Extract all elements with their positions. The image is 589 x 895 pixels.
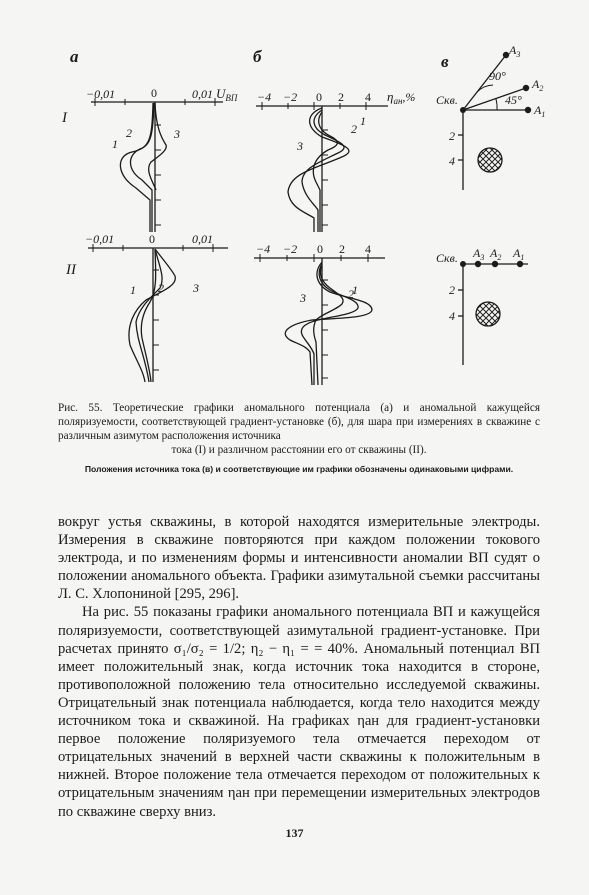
a-bottom-curve-2: 2 xyxy=(158,281,164,295)
a-top-curve-3: 3 xyxy=(174,127,180,141)
caption-main: Теоретические графики аномального потенциала (а) и аномальной кажущейся поляризуемости, соответствующей градиент-установке (б), для шара при измерениях в скважине с различным азимутом расположения источника xyxy=(58,402,540,442)
figure-55 xyxy=(0,0,589,395)
well-dot-bottom xyxy=(460,261,466,267)
a-top-curve-2: 2 xyxy=(126,126,132,140)
paragraph: На рис. 55 показаны графики аномального потенциала ВП и кажущейся поляризуемости, соответствующей азимутальной градиент-установке. При расчетах принято σ₁/σ₂ = 1/2; η₂ − η₁ = = 40%. Аномальный потенциал ВП имеет положительный знак, когда источник тока находится в стороне, противоположной положению тела относительно исследуемой скважины. Отрицательный знак потенциала наблюдается, когда тело находится между источником тока и скважиной. На графиках ηан для градиент-установки первое положение поляризуемого тела отмечается переходом от отрицательных значений в верхней части скважины к положительным в нижней. Второе положение тела отмечается переходом от положительных к отрицательным значениям ηан при перемещении измерительных электродов по скважине сверху вниз. xyxy=(58,604,540,820)
b-top-unit: $\eta_{ан},\%$ xyxy=(387,89,416,106)
b-top-m2: −2 xyxy=(283,90,298,104)
page-number: 137 xyxy=(285,826,304,840)
c-bottom-well: Скв. xyxy=(436,251,458,265)
a-top-zero: 0 xyxy=(151,86,157,100)
figure-note: Положения источника тока (в) и соответствующие им графики обозначены одинаковыми цифрами. xyxy=(84,464,514,474)
panel-label-c: в xyxy=(441,52,449,71)
c-top-a2: $A_2$ xyxy=(532,77,544,93)
body-text xyxy=(58,513,540,821)
panel-a-row-2 xyxy=(88,244,228,382)
b-bottom-m4: −4 xyxy=(256,242,271,256)
a-bottom-neg: −0,01 xyxy=(85,232,115,246)
b-bottom-p4: 4 xyxy=(365,242,371,256)
panel-b-row-2 xyxy=(254,254,385,385)
row-label-one: I xyxy=(62,110,67,126)
c-bottom-depth-4: 4 xyxy=(449,309,455,323)
c-top-depth-4: 4 xyxy=(449,154,455,168)
caption-label: Рис. 55. xyxy=(58,402,103,414)
b-top-unit-sub: ан xyxy=(393,96,403,106)
c-top-angle-90: 90° xyxy=(489,69,506,83)
c-top-angle-45: 45° xyxy=(505,93,522,107)
c-top-a3: $A_3$ xyxy=(509,43,521,59)
a-bottom-curve-3: 3 xyxy=(193,281,199,295)
c-bottom-depth-2: 2 xyxy=(449,283,455,297)
a-bottom-pos: 0,01 xyxy=(192,232,213,246)
b-top-zero: 0 xyxy=(316,90,322,104)
a-bottom-curve-1: 1 xyxy=(130,283,136,297)
a-top-pos: 0,01 xyxy=(192,87,213,101)
well-dot-top xyxy=(460,107,466,113)
electrode-a1-dot-top xyxy=(525,107,531,113)
sphere-body-top xyxy=(478,148,502,172)
c-top-a3-sub: 3 xyxy=(516,50,521,59)
a-top-unit: $U_{ВП}$ xyxy=(216,86,238,103)
b-top-unit-pct: ,% xyxy=(402,90,416,104)
b-bottom-m2: −2 xyxy=(283,242,298,256)
row-label-two: II xyxy=(66,262,76,278)
b-bottom-zero: 0 xyxy=(317,242,323,256)
c-bottom-a1-sub: 1 xyxy=(520,253,525,262)
c-bottom-a2-sub: 2 xyxy=(497,253,502,262)
panel-label-a: а xyxy=(70,47,79,66)
a-bottom-zero: 0 xyxy=(149,232,155,246)
b-top-curve-2: 2 xyxy=(351,122,357,136)
figure-caption xyxy=(58,401,540,457)
c-top-a2-sub: 2 xyxy=(539,84,544,93)
b-top-curve-3: 3 xyxy=(297,139,303,153)
b-top-p2: 2 xyxy=(338,90,344,104)
a-top-unit-sub: ВП xyxy=(225,93,238,103)
sphere-body-bottom xyxy=(476,302,500,326)
c-bottom-a3-sub: 3 xyxy=(480,253,485,262)
panel-label-b: б xyxy=(253,47,262,66)
a-top-neg: −0,01 xyxy=(86,87,116,101)
paragraph: вокруг устья скважины, в которой находятся измерительные электроды. Измерения в скважине повторяются при каждом положении токового электрода, и по изменениям формы и интенсивности аномалии ВП судят о положении аномального объекта. Графики азимутальной съемки рассчитаны Л. С. Хлопониной [295, 296]. xyxy=(58,514,540,603)
panel-b-row-1 xyxy=(256,102,388,232)
panel-a-row-1 xyxy=(91,98,223,232)
a-top-curve-1: 1 xyxy=(112,137,118,151)
b-top-curve-1: 1 xyxy=(360,114,366,128)
c-bottom-a2: $A_2$ xyxy=(490,246,502,262)
b-top-m4: −4 xyxy=(257,90,272,104)
c-top-a1: $A_1$ xyxy=(534,103,546,119)
b-bottom-curve-2: 2 xyxy=(348,287,354,301)
b-bottom-curve-1: 1 xyxy=(352,283,358,297)
electrode-a2-dot-top xyxy=(523,85,529,91)
c-bottom-a1: $A_1$ xyxy=(513,246,525,262)
c-bottom-a3: $A_3$ xyxy=(473,246,485,262)
c-top-well: Скв. xyxy=(436,93,458,107)
caption-last-line: тока (I) и различном расстоянии его от скважины (II). xyxy=(171,444,427,456)
c-top-depth-2: 2 xyxy=(449,129,455,143)
c-top-a1-sub: 1 xyxy=(541,110,546,119)
b-bottom-p2: 2 xyxy=(339,242,345,256)
b-bottom-curve-3: 3 xyxy=(300,291,306,305)
b-top-p4: 4 xyxy=(365,90,371,104)
